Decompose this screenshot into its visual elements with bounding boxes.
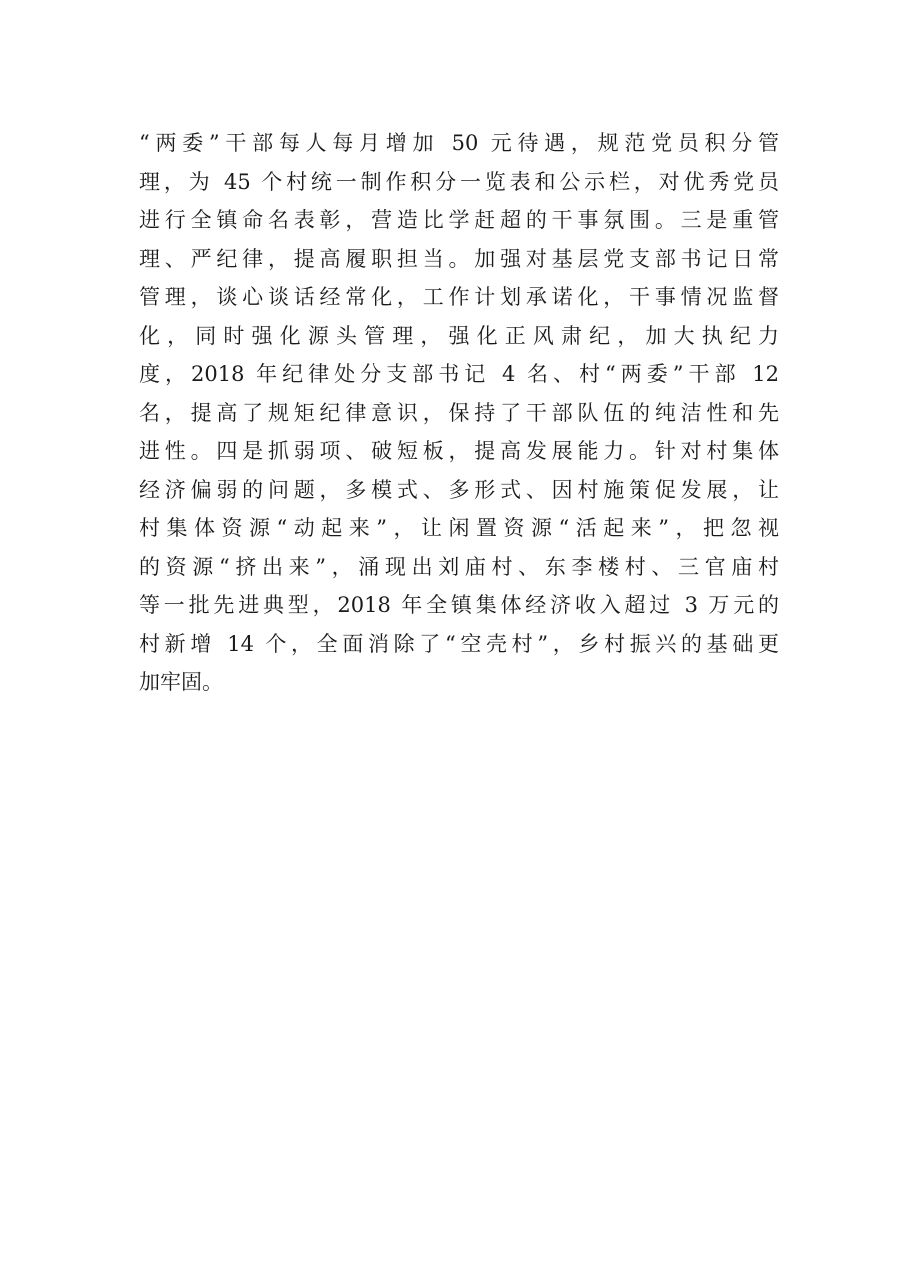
paragraph-line: 加牢固。 (139, 670, 223, 694)
paragraph-line: 进行全镇命名表彰，营造比学赶超的干事氛围。三是重管 (139, 208, 779, 232)
paragraph-line: 等一批先进典型，2018 年全镇集体经济收入超过 3 万元的 (139, 593, 779, 617)
paragraph-line: 进性。四是抓弱项、破短板，提高发展能力。针对村集体 (139, 439, 779, 463)
paragraph-line: 度，2018 年纪律处分支部书记 4 名、村“两委”干部 12 (139, 362, 779, 386)
paragraph-line: 名，提高了规矩纪律意识，保持了干部队伍的纯洁性和先 (139, 400, 779, 425)
paragraph-line: 化，同时强化源头管理，强化正风肃纪，加大执纪力 (139, 323, 779, 348)
paragraph-line: 理、严纪律，提高履职担当。加强对基层党支部书记日常 (139, 246, 779, 271)
paragraph-line: 管理，谈心谈话经常化，工作计划承诺化，干事情况监督 (139, 285, 779, 309)
body-paragraph (139, 124, 779, 702)
paragraph-line: 理，为 45 个村统一制作积分一览表和公示栏，对优秀党员 (139, 169, 779, 194)
paragraph-line: 村新增 14 个，全面消除了“空壳村”，乡村振兴的基础更 (139, 631, 779, 656)
paragraph-line: 的资源“挤出来”，涌现出刘庙村、东李楼村、三官庙村 (139, 554, 779, 579)
paragraph-line: 经济偏弱的问题，多模式、多形式、因村施策促发展，让 (139, 477, 779, 502)
paragraph-line: 村集体资源“动起来”，让闲置资源“活起来”，把忽视 (139, 516, 779, 540)
paragraph-line: “两委”干部每人每月增加 50 元待遇，规范党员积分管 (139, 131, 779, 155)
